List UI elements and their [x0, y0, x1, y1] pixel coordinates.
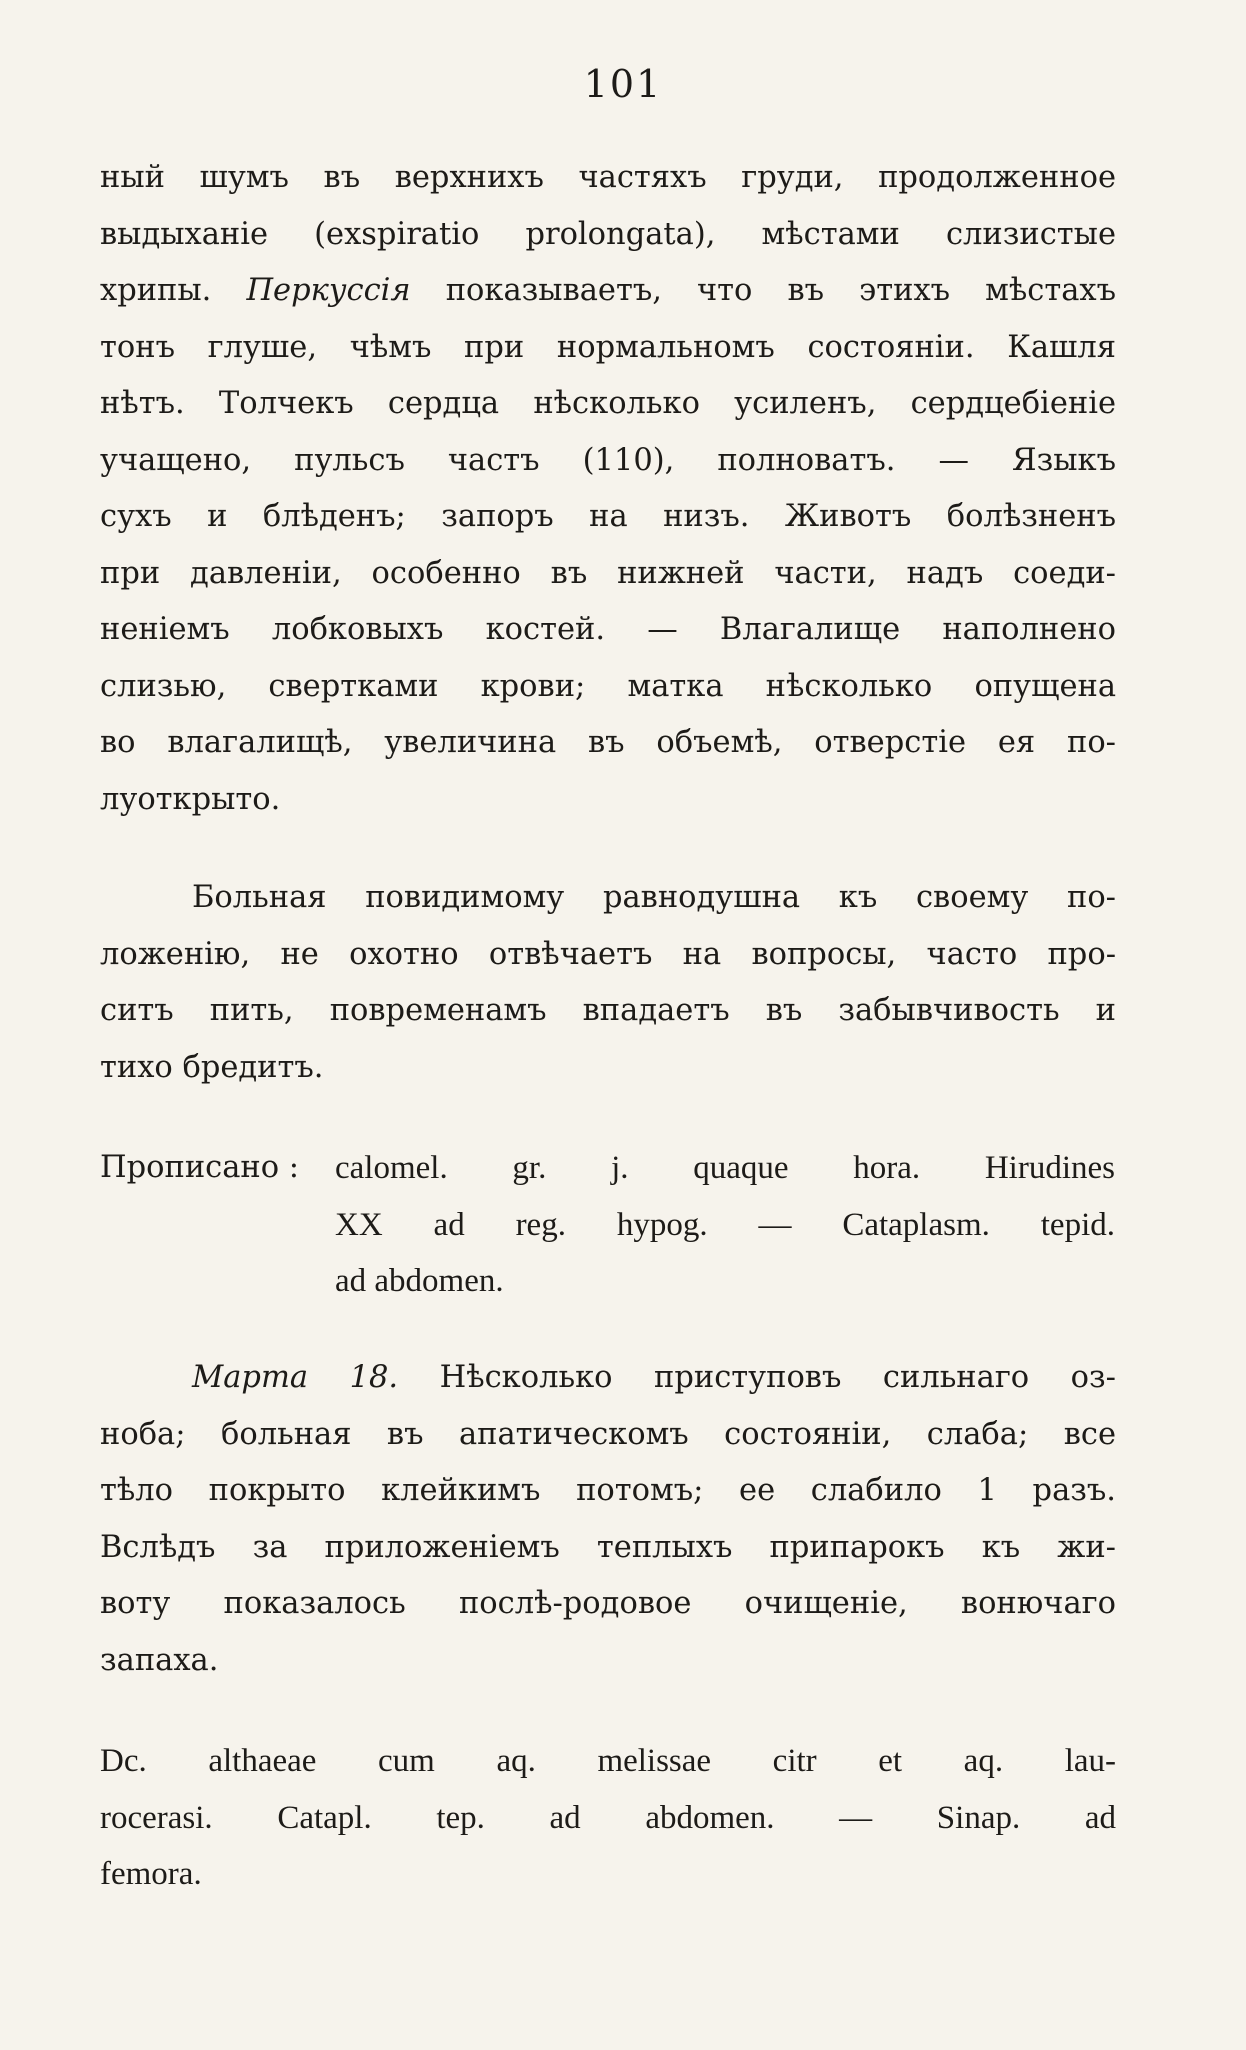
text-line: запаха.: [100, 1642, 219, 1678]
prescription-2-text: [100, 1733, 1116, 1903]
text-line: XX ad reg. hypog. — Cataplasm. tepid.: [335, 1206, 1115, 1243]
paragraph-condition: [100, 870, 1116, 1096]
text-line: тѣло покрыто клейкимъ потомъ; ее слабило 1 разъ.: [100, 1473, 1116, 1508]
prescription-label: Прописано :: [100, 1150, 300, 1185]
text-line: rocerasi. Catapl. tep. ad abdomen. — Sinap. ad: [100, 1799, 1116, 1836]
text-line: [100, 263, 1116, 320]
page-number: 101: [583, 62, 663, 106]
text-line: ноба; больная въ апатическомъ состояніи, слаба; все: [100, 1416, 1116, 1452]
text-line: при давленіи, особенно въ нижней части, надъ соеди-: [100, 555, 1116, 591]
paragraph-symptoms: [100, 150, 1116, 828]
text-line: сухъ и блѣденъ; запоръ на низъ. Животъ болѣзненъ: [100, 499, 1116, 534]
text-line: ad abdomen.: [335, 1263, 504, 1299]
text-line: calomel. gr. j. quaque hora. Hirudines: [335, 1150, 1115, 1186]
text-line: Больная повидимому равнодушна къ своему по-: [192, 880, 1116, 915]
text-line: ложенію, не охотно отвѣчаетъ на вопросы, часто про-: [100, 936, 1116, 972]
text-span: хрипы.: [100, 273, 212, 308]
text-line: ситъ пить, повременамъ впадаетъ въ забывчивость и: [100, 993, 1116, 1028]
text-line: тихо бредитъ.: [100, 1049, 324, 1085]
text-line: выдыханіе (exspiratio prolongata), мѣстами слизистые: [100, 216, 1116, 252]
text-line: Dc. althaeae cum aq. melissae citr et aq. lau-: [100, 1743, 1116, 1779]
text-line: тонъ глуше, чѣмъ при нормальномъ состояніи. Кашля: [100, 329, 1116, 365]
text-line: [100, 1350, 1116, 1407]
text-line: ный шумъ въ верхнихъ частяхъ груди, продолженное: [100, 160, 1116, 195]
italic-term: Перкуссія: [246, 273, 411, 308]
text-span: показываетъ, что въ этихъ мѣстахъ: [445, 273, 1116, 308]
text-line: Вслѣдъ за приложеніемъ теплыхъ припарокъ къ жи-: [100, 1529, 1116, 1565]
text-line: femora.: [100, 1856, 202, 1892]
text-line: нѣтъ. Толчекъ сердца нѣсколько усиленъ, сердцебіеніе: [100, 386, 1116, 421]
text-span: Нѣсколько приступовъ сильнаго оз-: [439, 1360, 1116, 1395]
text-line: неніемъ лобковыхъ костей. — Влагалище наполнено: [100, 612, 1116, 647]
text-line: луоткрыто.: [100, 781, 281, 817]
paragraph-march-18: [100, 1350, 1116, 1689]
text-line: во влагалищѣ, увеличина въ объемѣ, отверстіе ея по-: [100, 725, 1116, 760]
text-line: учащено, пульсъ частъ (110), полноватъ. — Языкъ: [100, 442, 1116, 478]
text-line: слизью, свертками крови; матка нѣсколько опущена: [100, 668, 1116, 704]
date-label: Марта 18.: [192, 1360, 399, 1395]
text-line: воту показалось послѣ-родовое очищеніе, вонючаго: [100, 1586, 1116, 1621]
prescription-text: [335, 1140, 1115, 1310]
